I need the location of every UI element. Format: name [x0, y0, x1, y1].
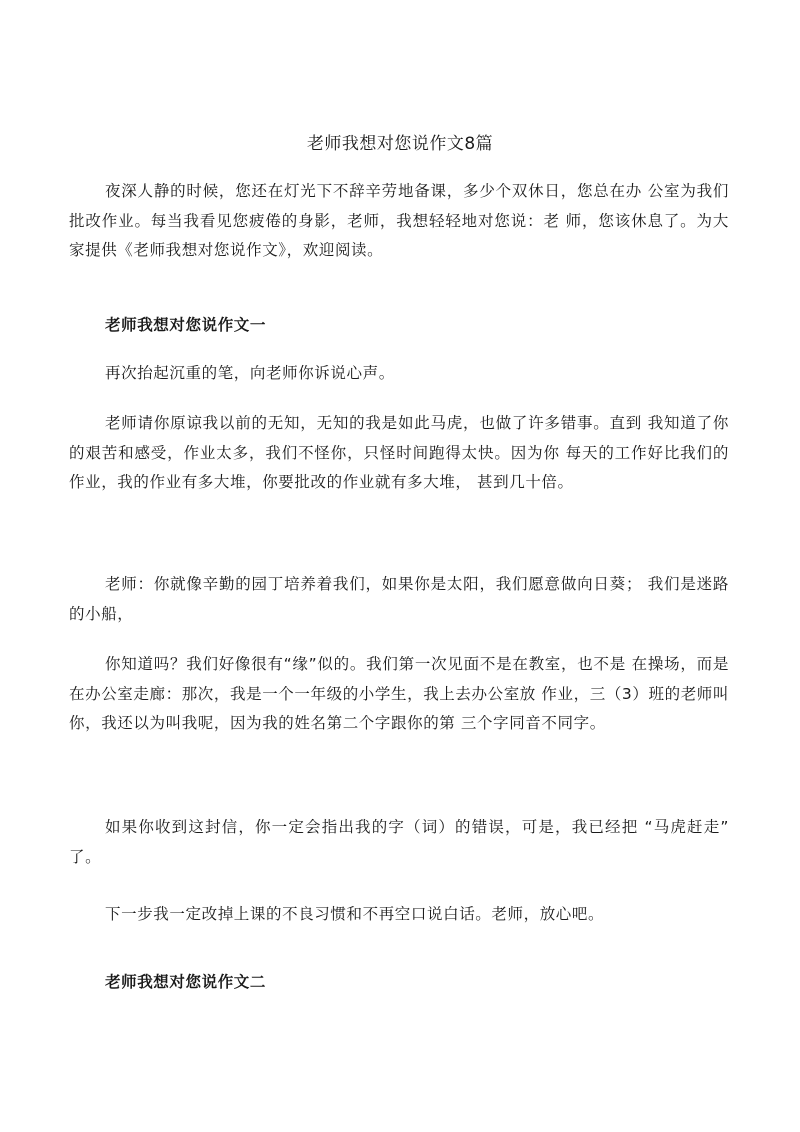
section1-paragraph-2: 老师请你原谅我以前的无知，无知的我是如此马虎，也做了许多错事。直到 我知道了你的艰苦和感受，作业太多，我们不怪你，只怪时间跑得太快。因为你 每天的工作好比我们的作业，我的作业有多大堆，你要批改的作业就有多大堆， 甚到几十倍。 — [69, 414, 729, 491]
intro-paragraph: 夜深人静的时候，您还在灯光下不辞辛劳地备课，多少个双休日，您总在办 公室为我们批改作业。每当我看见您疲倦的身影，老师，我想轻轻地对您说：老 师，您该休息了。为大家提供《老师我想对您说作文》，欢迎阅读。 — [69, 182, 729, 259]
section1-paragraph-3: 老师：你就像辛勤的园丁培养着我们，如果你是太阳，我们愿意做向日葵； 我们是迷路的小船， — [69, 575, 729, 623]
document-title: 老师我想对您说作文8篇 — [306, 134, 494, 154]
section1-paragraph-4: 你知道吗？我们好像很有“缘”似的。我们第一次见面不是在教室，也不是 在操场，而是在办公室走廊：那次，我是一个一年级的小学生，我上去办公室放 作业，三（3）班的老师叫你，我还以为叫我呢，因为我的姓名第二个字跟你的第 三个字同音不同字。 — [69, 655, 729, 732]
section-heading-1: 老师我想对您说作文一 — [105, 316, 267, 334]
section-heading-2: 老师我想对您说作文二 — [105, 973, 267, 991]
section1-paragraph-1: 再次抬起沉重的笔，向老师你诉说心声。 — [105, 364, 395, 382]
section1-paragraph-6: 下一步我一定改掉上课的不良习惯和不再空口说白话。老师，放心吧。 — [105, 905, 605, 923]
section1-paragraph-5: 如果你收到这封信，你一定会指出我的字（词）的错误，可是，我已经把 “马虎赶走” 了。 — [69, 818, 729, 866]
